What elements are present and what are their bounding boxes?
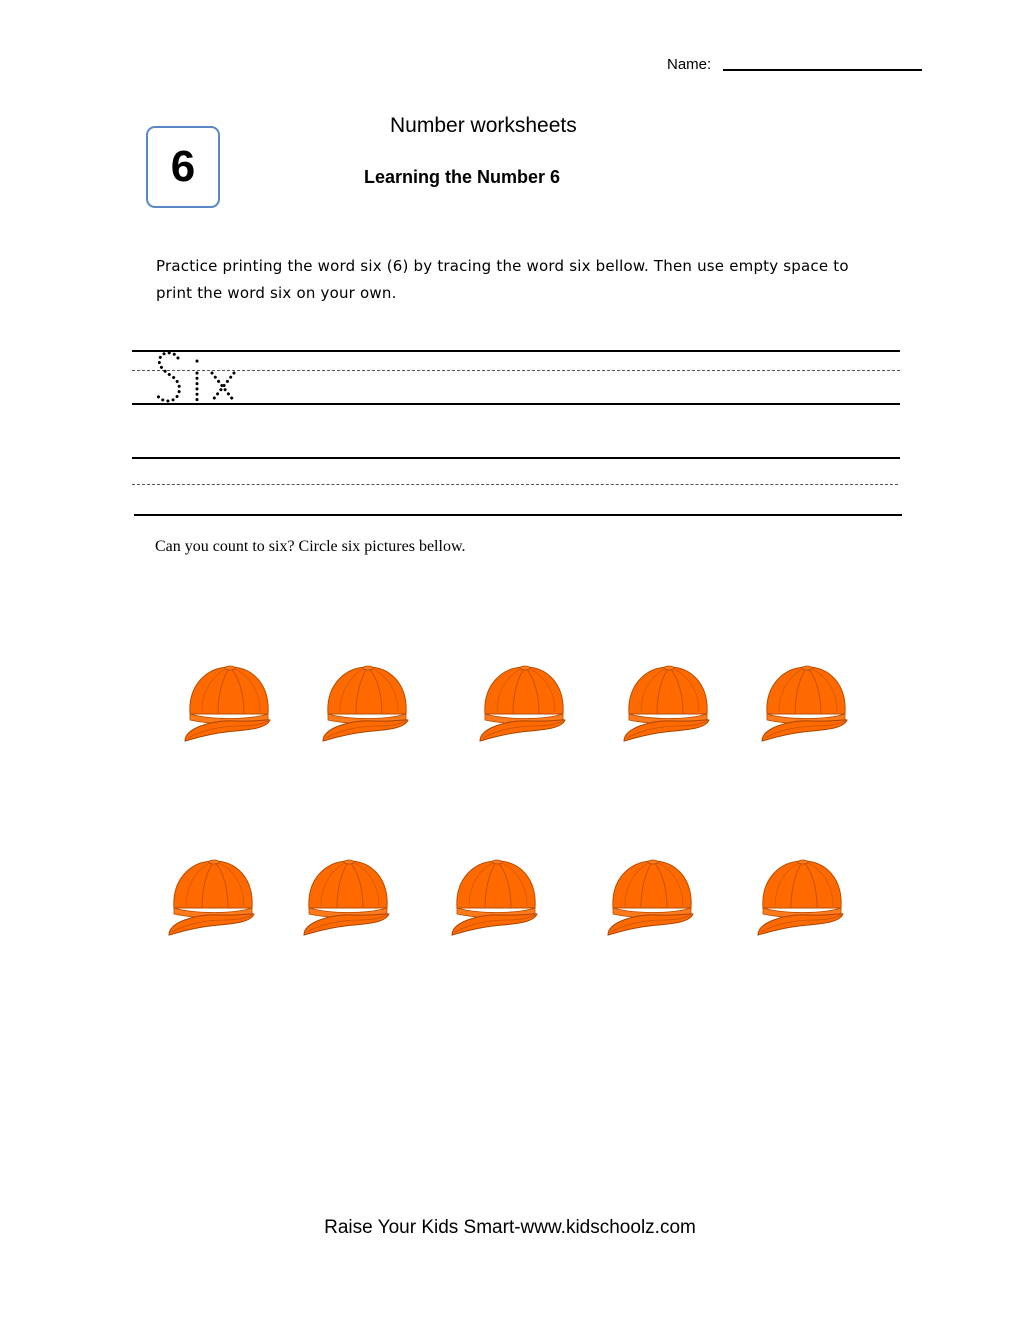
baseball-cap-icon[interactable] <box>320 664 412 744</box>
writing-mid-dashed-line <box>132 370 900 371</box>
writing-top-line <box>132 350 900 352</box>
tracing-instruction: Practice printing the word six (6) by tracing the word six bellow. Then use empty space to print the word six on your own. <box>156 257 849 302</box>
baseball-cap-icon[interactable] <box>166 858 258 938</box>
writing-mid-dashed-line-2 <box>132 484 898 485</box>
baseball-cap-icon[interactable] <box>755 858 847 938</box>
baseball-cap-icon[interactable] <box>621 664 713 744</box>
baseball-cap-icon[interactable] <box>477 664 569 744</box>
name-field-line[interactable] <box>723 69 922 71</box>
dotted-six-lettering <box>154 349 244 409</box>
baseball-cap-icon[interactable] <box>449 858 541 938</box>
name-label: Name: <box>667 56 712 73</box>
writing-base-line <box>132 403 900 405</box>
number-box <box>146 126 220 208</box>
footer-text: Raise Your Kids Smart-www.kidschoolz.com <box>324 1217 696 1238</box>
page-title: Number worksheets <box>390 114 577 137</box>
baseball-cap-icon[interactable] <box>182 664 274 744</box>
baseball-cap-icon[interactable] <box>301 858 393 938</box>
baseball-cap-icon[interactable] <box>759 664 851 744</box>
baseball-cap-icon[interactable] <box>605 858 697 938</box>
number-digit: 6 <box>170 142 196 191</box>
traceable-word-six[interactable] <box>154 349 244 414</box>
counting-instruction: Can you count to six? Circle six pictures bellow. <box>155 538 466 555</box>
writing-top-line-2 <box>132 457 900 459</box>
writing-base-line-2[interactable] <box>134 514 902 516</box>
page-subtitle: Learning the Number 6 <box>364 167 561 187</box>
